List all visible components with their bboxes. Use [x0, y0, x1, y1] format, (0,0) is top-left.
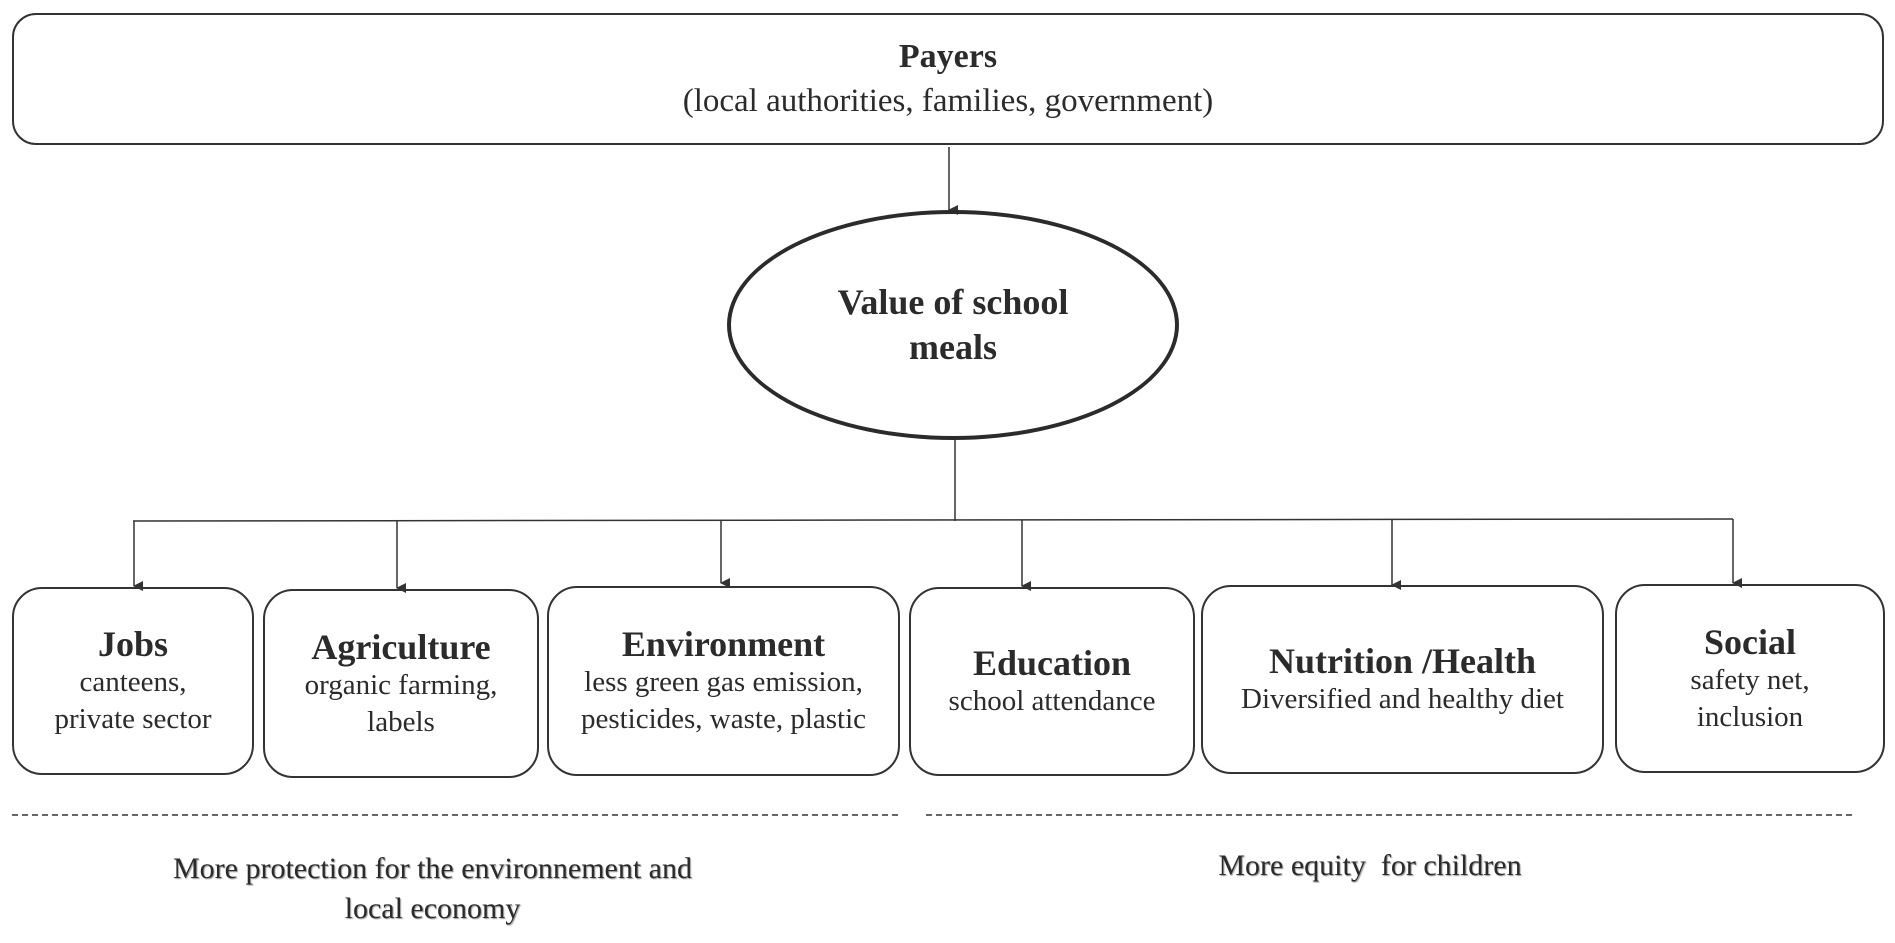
center-ellipse — [727, 210, 1179, 440]
center-label: Value of school meals — [837, 282, 1069, 367]
category-title: Environment — [621, 624, 826, 664]
category-box-social — [1615, 584, 1885, 773]
category-box-environment — [547, 586, 900, 776]
category-title: Social — [1703, 621, 1796, 662]
category-desc: school attendance — [948, 685, 1156, 717]
category-title: Agriculture — [311, 626, 491, 667]
category-desc: canteens, private sector — [54, 666, 212, 735]
payers-title: Payers — [898, 38, 998, 75]
payers-subtitle: (local authorities, families, government) — [682, 83, 1214, 119]
category-box-education — [909, 587, 1195, 776]
branch-horizontal-line — [133, 519, 1733, 521]
category-title: Education — [972, 643, 1132, 683]
footer-right-text: More equity for children — [1218, 849, 1522, 882]
category-box-agriculture — [263, 589, 539, 778]
footer-left-text: More protection for the environnement and local economy — [173, 852, 692, 925]
category-box-nutrition-health — [1201, 585, 1604, 774]
category-title: Jobs — [97, 624, 169, 664]
category-desc: less green gas emission, pesticides, waste, plastic — [580, 666, 867, 735]
payers-box — [12, 13, 1884, 145]
category-desc: organic farming, labels — [304, 668, 498, 738]
category-desc: Diversified and healthy diet — [1241, 683, 1564, 715]
category-title: Nutrition /Health — [1269, 641, 1536, 681]
category-box-jobs — [12, 587, 254, 775]
category-desc: safety net, inclusion — [1690, 663, 1810, 733]
